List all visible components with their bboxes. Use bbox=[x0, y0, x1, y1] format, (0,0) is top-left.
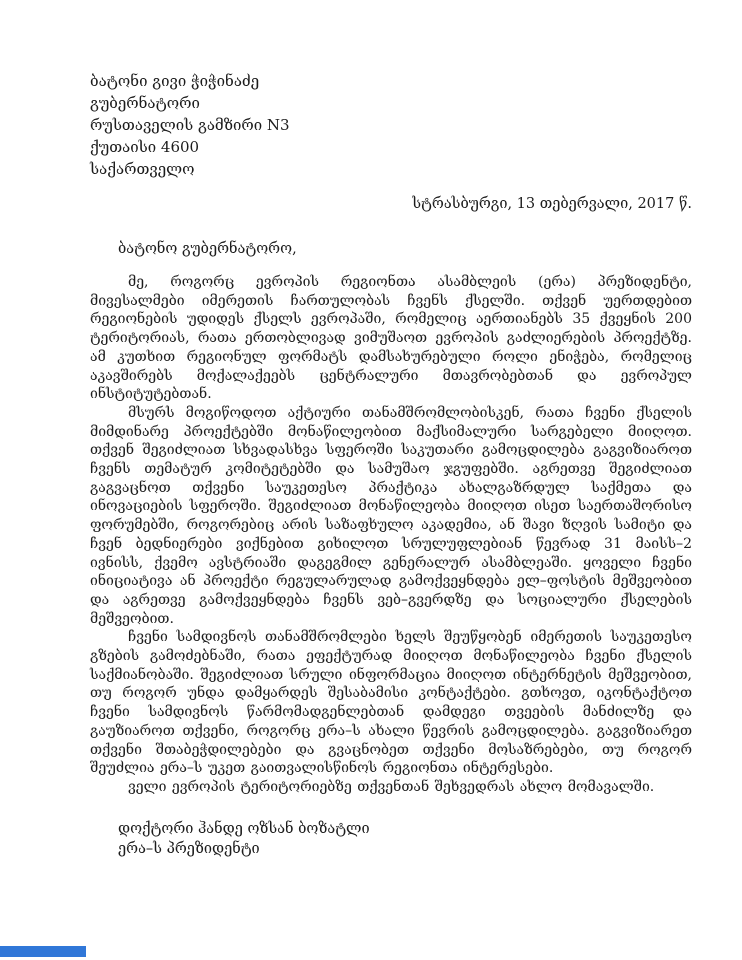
date-line: სტრასბურგი, 13 თებერვალი, 2017 წ. bbox=[412, 196, 692, 212]
salutation: ბატონო გუბერნატორო, bbox=[118, 241, 297, 257]
recipient-block bbox=[90, 70, 692, 180]
signature-title: ერა–ს პრეზიდენტი bbox=[118, 840, 260, 857]
body-paragraph-1: მე, როგორც ევროპის რეგიონთა ასამბლეის (ერა) პრეზიდენტი, მივესალმები იმერეთის ჩართულობას ჩვენს ქსელში. თქვენ უერთდებით რეგიონების უდიდეს ქსელს ევროპაში, რომელიც აერთიანებს 35 ქვეყნის 200 ტერიტორიას, რათა ერთობლივად ვიმუშაოთ ევროპის გაძლიერების პროექტზე. ამ კუთხით რეგიონულ ფორმატს დამსახურებული როლი ენიჭება, რომელიც აკავშირებს მოქალაქეებს ცენტრალური მთავრობებთან და ევროპულ ინსტიტუტებთან. bbox=[90, 274, 692, 403]
recipient-name: ბატონი გივი ჭიჭინაძე bbox=[90, 72, 260, 90]
recipient-country: საქართველო bbox=[90, 160, 195, 178]
signature-block bbox=[118, 819, 692, 859]
bottom-accent-bar bbox=[0, 946, 86, 957]
body-paragraph-2: მსურს მოგიწოდოთ აქტიური თანამშრომლობისკენ, რათა ჩვენი ქსელის მიმდინარე პროექტებში მონაწილეობით მაქსიმალური სარგებელი მიიღოთ. თქვენ შეგიძლიათ სხვადასხვა სფეროში საკუთარი გამოცდილება გაგვიზიაროთ ჩვენს თემატურ კომიტეტებში და სამუშაო ჯგუფებში. აგრეთვე შეგიძლიათ გაგვაცნოთ თქვენი საუკეთესო პრაქტიკა ახალგაზრდულ საქმეთა და ინოვაციების სფეროში. შეგიძლიათ მონაწილეობა მიიღოთ ისეთ საერთაშორისო ფორუმებში, როგორებიც არის საზაფხულო აკადემია, ან შავი ზღვის სამიტი და ჩვენ ბედნიერები ვიქნებით გიხილოთ სრულუფლებიან წევრად 31 მაისს–2 ივნისს, ქვემო ავსტრიაში დაგეგმილ გენერალურ ასამბლეაში. ყოველი ჩვენი ინიციატივა ან პროექტი რეგულარულად გამოქვეყნდება ელ–ფოსტის მეშვეობით და აგრეთვე გამოქვეყნდება ჩვენს ვებ–გვერდზე და სოციალური ქსელების მეშვეობით. bbox=[90, 404, 692, 627]
signature-name: დოქტორი ჰანდე ოზსან ბოზატლი bbox=[118, 820, 370, 837]
recipient-city: ქუთაისი 4600 bbox=[90, 138, 200, 156]
letter-content bbox=[90, 70, 692, 859]
body-paragraph-3: ჩვენი სამდივნოს თანამშრომლები ხელს შეუწყობენ იმერეთის საუკეთესო გზების გამოძებნაში, რათა ეფექტურად მიიღოთ მონაწილეობა ჩვენი ქსელის საქმიანობაში. შეგიძლიათ სრული ინფორმაცია მიიღოთ ინტერნეტის მეშვეობით, თუ როგორ უნდა დამყარდეს შესაბამისი კონტაქტები. გთხოვთ, იკონტაქტოთ ჩვენი სამდივნოს წარმომადგენლებთან დამდეგი თვეების მანძილზე და გაუზიაროთ თქვენი, როგორც ერა–ს ახალი წევრის გამოცდილება. გაგვიზიარეთ თქვენი შთაბეჭდილებები და გვაცნობეთ თქვენი მოსაზრებები, თუ როგორ შეუძლია ერა–ს უკეთ გაითვალისწინოს რეგიონთა ინტერესები. bbox=[90, 629, 692, 777]
closing-line: ველი ევროპის ტერიტორიებზე თქვენთან შეხვედრას ახლო მომავალში. bbox=[128, 778, 655, 795]
recipient-position: გუბერნატორი bbox=[90, 94, 200, 112]
recipient-street: რუსთაველის გამზირი N3 bbox=[90, 116, 290, 134]
letter-body bbox=[90, 273, 692, 797]
